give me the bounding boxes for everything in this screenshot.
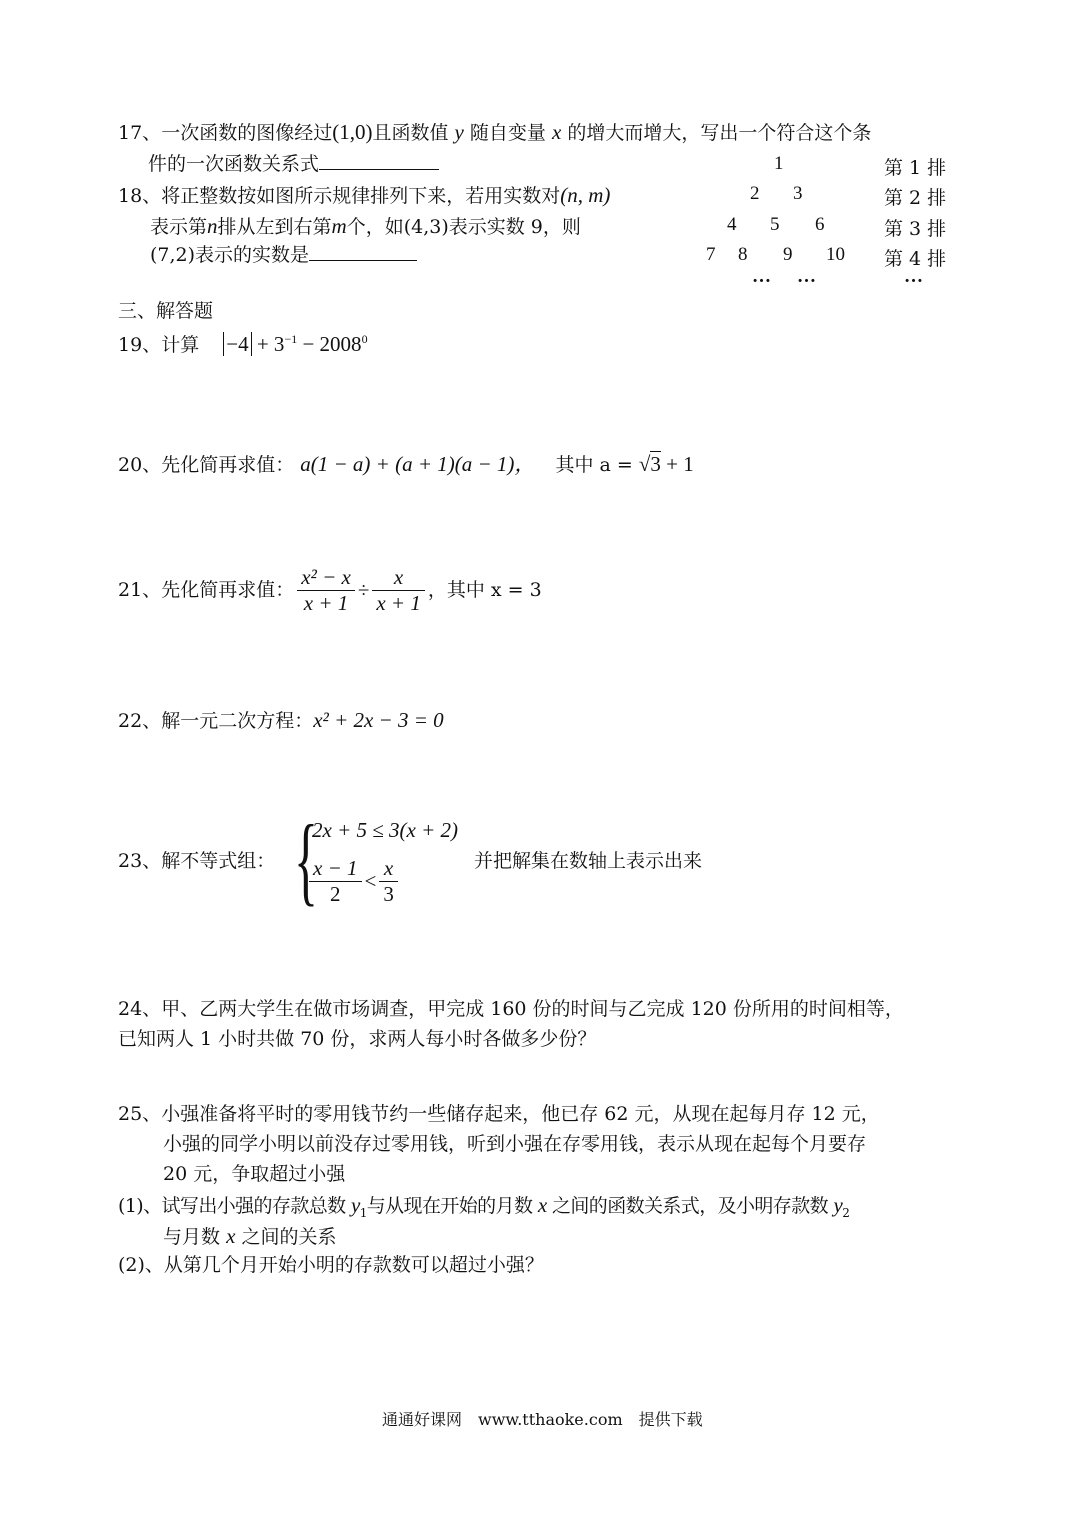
text: 先化简再求值： [161,454,295,476]
var-m: m [331,214,347,238]
expression [223,332,367,356]
triangle-number: 8 [738,244,748,265]
question-24-line2: 已知两人 1 小时共做 70 份，求两人每小时各做多少份？ [118,1028,597,1050]
brace: { [294,804,318,915]
text: 将正整数按如图所示规律排列下来，若用实数对 [161,185,561,207]
triangle-number: 6 [815,214,825,235]
answer-blank[interactable] [309,259,417,261]
text: 先化简再求值： [161,579,295,602]
question-17-line1 [118,120,871,145]
subscript: 2 [842,1205,850,1220]
triangle-number: 10 [826,244,845,265]
question-number: 20、 [118,454,162,476]
expression: a(1 − a) + (a + 1)(a − 1)， [300,452,536,476]
question-number: 18、 [118,185,162,207]
operator: ÷ [357,578,370,603]
question-21 [118,565,542,616]
exponent: −1 [284,332,298,346]
question-25-part1 [118,1193,849,1220]
question-18-line3 [150,244,417,267]
var-n: n [207,214,218,238]
row-label: 第 1 排 [884,157,947,179]
question-19 [118,332,368,357]
footer-source: 通通好课网 www.tthaoke.com 提供下载 [382,1410,703,1429]
question-23-label [118,850,275,873]
expression: x² + 2x − 3 = 0 [313,708,444,732]
text: 件的一次函数关系式 [148,153,320,175]
question-number: 25、 [118,1103,162,1125]
question-25-line2: 小强的同学小明以前没存过零用钱，听到小强在存零用钱，表示从现在起每个月要存 [163,1133,867,1155]
question-22 [118,708,444,733]
numerator: x − 1 [309,856,362,882]
operator: < [364,869,377,894]
question-number: 22、 [118,710,162,732]
question-number: 24、 [118,998,162,1020]
exponent: 0 [361,332,368,346]
section-heading: 三、解答题 [118,300,214,322]
point: (1,0) [332,120,373,144]
text: 甲、乙两大学生在做市场调查，甲完成 160 份的时间与乙完成 120 份所用的时间相等， [161,998,904,1020]
triangle-number: 5 [770,214,780,235]
text: 表示第 [150,216,208,238]
text: 之间的关系 [241,1226,337,1248]
text: 排从左到右第 [217,216,332,238]
text: 其中 a = [555,454,639,476]
text: (1)、试写出小强的存款总数 [118,1195,346,1217]
question-25-line1 [118,1103,880,1126]
numerator: x [379,856,398,882]
triangle-number: 2 [750,183,760,204]
term: + 3 [256,332,285,356]
text: 个，如(4,3)表示实数 9，则 [346,216,581,238]
row-label: 第 2 排 [884,187,947,209]
radicand: 3 [650,452,661,476]
text: 与从现在开始的月数 [366,1195,533,1217]
var-x: x [551,120,562,144]
denominator: x + 1 [376,591,421,616]
question-number: 17、 [118,122,162,144]
answer-blank[interactable] [319,168,439,170]
question-25-part2: (2)、从第几个月开始小明的存款数可以超过小强？ [118,1254,544,1276]
question-18-line2 [150,214,581,239]
term: + 1 [660,452,694,476]
var-x: x [537,1193,547,1217]
question-number: 21、 [118,579,162,602]
text: ，其中 x = 3 [427,579,542,602]
question-25-part1-line2 [163,1224,336,1249]
fraction [309,856,362,907]
denominator: x + 1 [303,591,349,616]
text: 且函数值 [372,122,449,144]
subscript: 1 [359,1205,367,1220]
pair-nm: (n, m) [560,183,611,207]
triangle-number: 3 [793,183,803,204]
text: 计算 [161,334,200,356]
fraction [372,565,425,616]
triangle-ellipsis: … [904,266,923,287]
row-label: 第 3 排 [884,218,947,240]
question-24-line1 [118,998,904,1021]
text: 随自变量 [469,122,546,144]
fraction [297,565,355,616]
question-17-line2 [148,153,439,176]
question-number: 23、 [118,850,162,872]
row-label: 第 4 排 [884,248,947,270]
denominator: 3 [383,882,394,907]
var-y: y [454,120,464,144]
inequality-1: 2x + 5 ≤ 3(x + 2) [312,818,458,842]
question-25-line3: 20 元，争取超过小强 [163,1163,346,1185]
text: 一次函数的图像经过 [161,122,333,144]
var-y1: y [350,1193,360,1217]
triangle-ellipsis: … [797,266,816,287]
question-18-line1 [118,183,610,208]
question-20 [118,452,694,477]
text: 并把解集在数轴上表示出来 [474,850,703,872]
triangle-number: 7 [706,244,716,265]
sqrt: √3 [638,452,661,476]
numerator: x² − x [297,565,355,591]
abs-value: −4 [223,332,251,356]
text: 的增大而增大，写出一个符合这个条 [567,122,872,144]
text: 小强准备将平时的零用钱节约一些储存起来，他已存 62 元，从现在起每月存 12 元， [161,1103,880,1125]
text: 解一元二次方程： [161,710,314,732]
fraction [379,856,398,907]
triangle-ellipsis: … [752,266,771,287]
text: 解不等式组： [161,850,276,872]
triangle-number: 9 [783,244,793,265]
inequality-2 [306,856,401,907]
numerator: x [372,565,425,591]
var-x: x [226,1224,236,1248]
question-number: 19、 [118,334,162,356]
text: (7,2)表示的实数是 [150,244,310,266]
var-y2: y [833,1193,843,1217]
term: − 2008 [302,332,362,356]
triangle-number: 4 [727,214,737,235]
triangle-number: 1 [774,153,784,174]
text: 之间的函数关系式，及小明存款数 [552,1195,829,1217]
denominator: 2 [330,882,341,907]
text: 与月数 [163,1226,221,1248]
